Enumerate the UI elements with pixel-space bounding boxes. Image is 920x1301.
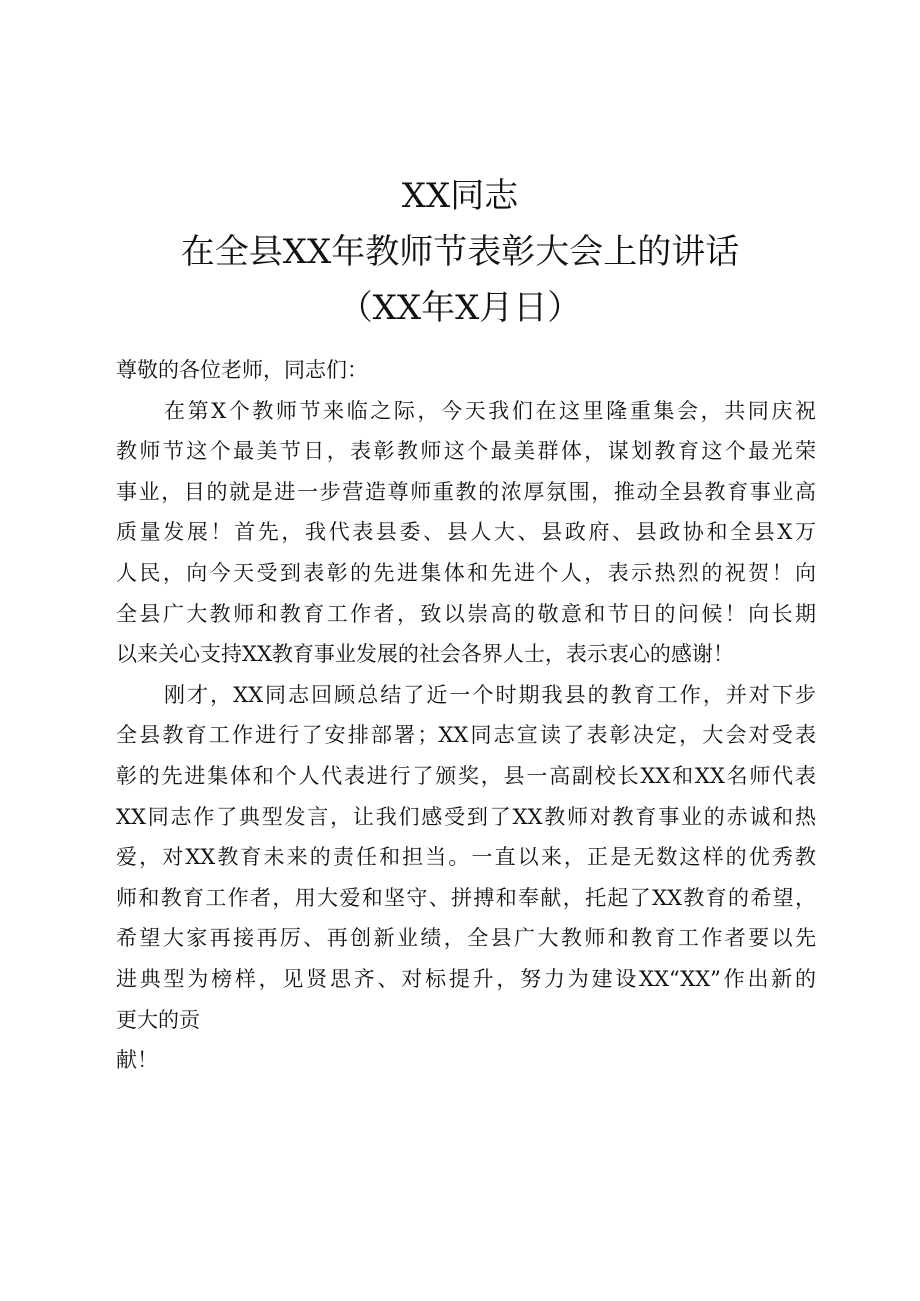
paragraph-line: XX同志作了典型发言，让我们感受到了XX教师对教育事业的赤诚和热 — [116, 804, 816, 829]
paragraph-line: 献！ — [116, 1048, 158, 1073]
document-title — [0, 168, 920, 336]
paragraph-line: 质量发展！首先，我代表县委、县人大、县政府、县政协和全县X万 — [116, 520, 816, 545]
paragraph-line: 人民，向今天受到表彰的先进集体和先进个人，表示热烈的祝贺！向 — [116, 560, 816, 585]
paragraph-line: 更大的贡 — [116, 1007, 200, 1032]
paragraph-line: 以来关心支持XX教育事业发展的社会各界人士，表示衷心的感谢！ — [116, 642, 734, 667]
title-event: 在全县XX年教师节表彰大会上的讲话 — [180, 232, 740, 272]
paragraph-1 — [116, 391, 816, 675]
paragraph-line: 希望大家再接再厉、再创新业绩，全县广大教师和教育工作者要以先 — [116, 926, 816, 951]
paragraph-line: 全县广大教师和教育工作者，致以崇高的敬意和节日的问候！向长期 — [116, 601, 816, 626]
paragraph-2 — [116, 675, 816, 1081]
paragraph-line: 刚才，XX同志回顾总结了近一个时期我县的教育工作，并对下步 — [164, 682, 816, 707]
paragraph-line: 爱，对XX教育未来的责任和担当。一直以来，正是无数这样的优秀教 — [116, 845, 816, 870]
paragraph-line: 在第X个教师节来临之际，今天我们在这里隆重集会，共同庆祝 — [164, 398, 816, 423]
paragraph-line: 全县教育工作进行了安排部署；XX同志宣读了表彰决定，大会对受表 — [116, 723, 816, 748]
paragraph-line: 事业，目的就是进一步营造尊师重教的浓厚氛围，推动全县教育事业高 — [116, 479, 816, 504]
speech-body — [116, 350, 816, 1081]
salutation: 尊敬的各位老师，同志们： — [116, 358, 368, 382]
paragraph-line: 进典型为榜样，见贤思齐、对标提升，努力为建设XX“XX”作出新的 — [116, 966, 816, 991]
paragraph-line: 师和教育工作者，用大爱和坚守、拼搏和奉献，托起了XX教育的希望， — [116, 885, 816, 910]
title-speaker: XX同志 — [401, 176, 519, 216]
title-date: （XX年X月日） — [338, 288, 582, 328]
paragraph-line: 教师节这个最美节日，表彰教师这个最美群体，谋划教育这个最光荣 — [116, 439, 816, 464]
paragraph-line: 彰的先进集体和个人代表进行了颁奖，县一高副校长XX和XX名师代表 — [116, 763, 816, 788]
